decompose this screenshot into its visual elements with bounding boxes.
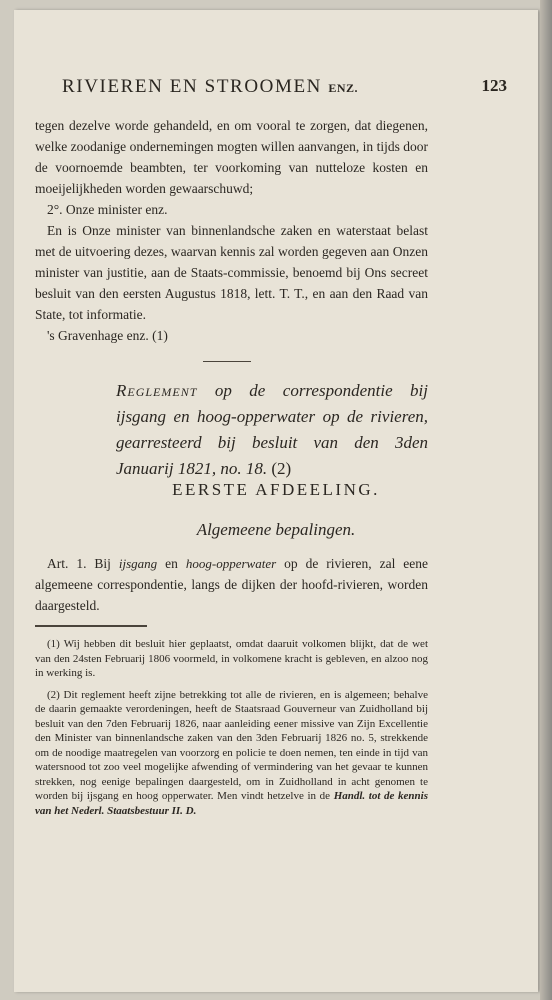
- article-term-hoog-opperwater: hoog-opperwater: [185, 556, 277, 571]
- footnote-2-reference: Handl. tot de kennis van het Nederl. Staatsbestuur II. D.: [35, 790, 429, 817]
- section-divider: [203, 361, 251, 362]
- footnotes: [35, 637, 428, 825]
- title-note-ref: (2): [271, 459, 292, 478]
- page-edge: [540, 0, 552, 1000]
- header-enz: ENZ.: [328, 81, 359, 95]
- footnote-rule: [35, 625, 147, 627]
- article-1: [35, 553, 428, 616]
- paragraph-2: 2°. Onze minister enz.: [47, 202, 168, 217]
- paragraph-1: tegen dezelve worde gehandeld, en om vooral te zorgen, dat diegenen, welke zoodanige ondernemingen mogten willen aanvangen, in tijds door de voornoemde beambten, ter voorkoming van nutteloze kosten en moeijelijkheden worden gewaarschuwd;: [35, 118, 428, 196]
- article-rest: op de rivieren, zal eene algemeene correspondentie, langs de dijken der hoofd-rivieren, worden daargesteld.: [35, 556, 429, 613]
- footnote-2: [35, 688, 428, 819]
- page-number: 123: [481, 76, 507, 95]
- section-heading: EERSTE AFDEELING.: [172, 480, 380, 499]
- footnote-1: (1) Wij hebben dit besluit hier geplaatst, omdat daaruit volkomen blijkt, dat de wet van den 24sten Februarij 1806 voormeld, in volkomene kracht is gebleven, en alzoo nog in werking is.: [35, 638, 428, 679]
- title-text: op de correspondentie bij ijsgang en hoog-opperwater op de rivieren, gearresteerd bij besluit van den 3den Januarij 1821, no. 18.: [116, 381, 429, 478]
- subsection-heading: Algemeene bepalingen.: [196, 520, 356, 539]
- footnote-2-text: (2) Dit reglement heeft zijne betrekking tot alle de rivieren, en is algemeen; behalve de daarin gemaakte verordeningen, heeft de Staatsraad Gouverneur van Zuidholland bij besluit van den 7den Februarij 1826, naar aanleiding eener missive van Zijn Excellentie den Minister van binnenlandsche zaken van den 3den Februarij 1826 no. 5, strekkende om de noodige maatregelen van voorzorg en policie te doen nemen, ten einde in tijd van watersnood tot zoo veel mogelijke afwending of vermindering van het gevaar te kunnen strekken, nog eenige bepalingen daargesteld, om in Zuidholland in acht genomen te worden bij ijsgang en hoog opperwater. Men vindt hetzelve in de: [35, 688, 428, 802]
- body-text: [35, 115, 428, 346]
- paragraph-3: En is Onze minister van binnenlandsche zaken en waterstaat belast met de uitvoering dezes, waarvan kennis zal worden gegeven aan Onzen minister van justitie, aan de Staats-commissie, benoemd bij Ons secreet besluit van den eersten Augustus 1818, lett. T. T., en aan den Raad van State, tot informatie.: [35, 223, 428, 322]
- article-mid: en: [165, 556, 178, 571]
- running-header: [62, 76, 507, 98]
- title-smallcaps: Reglement: [116, 381, 198, 400]
- regulation-title: [116, 378, 428, 482]
- article-lead: Art. 1. Bij: [47, 556, 111, 571]
- article-term-ijsgang: ijsgang: [118, 556, 158, 571]
- paragraph-4: 's Gravenhage enz. (1): [47, 328, 168, 343]
- header-title: RIVIEREN EN STROOMEN: [62, 76, 322, 97]
